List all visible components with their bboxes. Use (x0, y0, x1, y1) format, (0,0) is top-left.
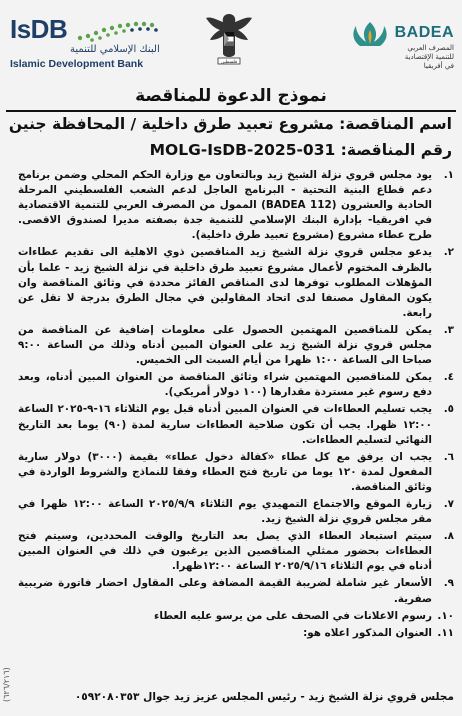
badea-arabic-line-1: المصرف العربي (407, 44, 454, 52)
item-number: ٨. (443, 530, 454, 543)
item-number: ١١. (437, 626, 454, 639)
tender-terms-list (18, 168, 454, 643)
item-number: ٤. (443, 371, 454, 384)
list-item (18, 402, 454, 447)
list-item (18, 450, 454, 495)
isdb-logo-wordmark: IsDB (10, 14, 68, 44)
item-text: رسوم الاعلانات في الصحف على من يرسو عليه العطاء (154, 609, 432, 622)
isdb-logo-english: Islamic Development Bank (10, 58, 144, 70)
item-number: ٧. (443, 497, 454, 510)
tender-number-line (6, 141, 452, 159)
contact-footer: مجلس قروي نزلة الشيخ زيد - رئيس المجلس عزيز زيد جوال ٠٥٩٢٠٨٠٣٥٣ (74, 691, 454, 703)
list-item (18, 497, 454, 527)
title-divider (6, 110, 456, 112)
item-number: ٢. (443, 246, 454, 259)
emblem-caption: فلسطين (220, 60, 238, 65)
item-text: يدعو مجلس قروي نزلة الشيخ زيد المناقصين ذوي الاهلية الى تقديم عطاءات بالظرف المختوم لأعمال مشروع تعبيد طرق داخلية في نزلة الشيخ زيد - علما بأن المؤهلات المطلوب توفرها لدى المناقص الفائز محددة في وثائق المناقصة وان يكون المقاول مصنفا لدى اتحاد المقاولين في مجال الطرق بدرجة لا تقل عن رابعة. (18, 246, 432, 319)
ad-reference-code: (٦٢٦/٢١٦) (2, 667, 11, 702)
item-text: سيتم استبعاد العطاء الذي يصل بعد التاريخ والوقت المحددين، وسيتم فتح العطاءات بحضور ممثلي المناقصين الذين يرغبون في ذلك في العنوان المبين أدناه في يوم الثلاثاء ٢٠٢٥/٩/١٦ الساعة ١٢:٠٠ظهرا. (18, 530, 432, 573)
badea-arabic-line-3: في أفريقيا (423, 62, 454, 70)
list-item (18, 370, 454, 400)
tender-number-label: رقم المناقصة: (340, 141, 452, 159)
page-title: نموذج الدعوة للمناقصة (135, 86, 327, 106)
item-text: العنوان المذكور اعلاه هو: (303, 626, 432, 639)
item-text: زيارة الموقع والاجتماع التمهيدي يوم الثلاثاء ٢٠٢٥/٩/٩ الساعة ١٢:٠٠ ظهرا في مقر مجلس قروي نزلة الشيخ زيد. (18, 497, 432, 526)
item-text: يجب ان يرفق مع كل عطاء «كفالة دخول عطاء» بقيمة (٣٠٠٠) دولار سارية المفعول لمدة ١٢٠ يوما من تاريخ فتح العطاء وفقا للنماذج والشروط الواردة في وثائق المناقصة. (18, 450, 433, 493)
item-text: الأسعار غير شاملة لضريبة القيمة المضافة وعلى المقاول احضار فاتورة ضريبية صفرية. (18, 577, 432, 605)
item-text: يمكن للمناقصين المهتمين شراء وثائق المناقصة من العنوان المبين أدناه، وبعد دفع رسوم غير مستردة مقدارها (١٠٠ دولار أمريكي). (18, 371, 432, 399)
item-number: ٦. (443, 450, 454, 463)
item-number: ٣. (443, 323, 454, 336)
list-item (18, 576, 454, 606)
tender-number-code: MOLG-IsDB-2025-031 (149, 141, 336, 159)
item-number: ١. (443, 169, 454, 181)
badea-logo-arabic (374, 44, 454, 71)
item-number: ٩. (443, 577, 454, 590)
isdb-dot-pattern-icon (76, 18, 160, 44)
list-item (18, 529, 454, 574)
item-text: يمكن للمناقصين المهتمين الحصول على معلومات إضافية عن المناقصة من مجلس قروي نزلة الشيخ زيد على العنوان المبين أدناه وذلك من الساعة ٩:٠٠ صباحا الى الساعة ١:٠٠ ظهرا من أيام السبت الى الخميس. (18, 323, 432, 367)
isdb-logo (10, 14, 160, 74)
badea-arabic-line-2: للتنمية الإقتصادية (404, 53, 454, 61)
tender-name: اسم المناقصة: مشروع تعبيد طرق داخلية / المحافظة جنين (8, 115, 452, 133)
badea-logo-wordmark: BADEA (394, 24, 454, 41)
item-number: ٥. (443, 403, 454, 416)
list-item (18, 609, 454, 624)
item-number: ١٠. (437, 609, 454, 622)
badea-logo (344, 14, 454, 74)
list-item (18, 245, 454, 320)
list-item (18, 168, 454, 243)
list-item (18, 626, 454, 641)
list-item (18, 323, 454, 368)
isdb-logo-arabic: البنك الإسلامي للتنمية (70, 44, 160, 55)
item-text: يجب تسليم العطاءات في العنوان المبين أدناه قبل يوم الثلاثاء ١٦-٩-٢٠٢٥ الساعة ١٢:٠٠ ظهرا. يجب أن تكون صلاحية العطاءات سارية لمدة (٩٠) يوما بعد التاريخ النهائي لتسليم العطاءات. (18, 403, 432, 446)
palestine-eagle-emblem-icon (204, 10, 254, 72)
item-text: يود مجلس قروي نزلة الشيخ زيد وبالتعاون مع وزارة الحكم المحلي وضمن برنامج دعم قطاع البنية التحتية - البرنامج العاجل لدعم الشعب الفلسطيني المرحلة الحادية والعشرون (BADEA 112) الممول من المصرف العربي للتنمية الاقتصادية في افريقيا- بإدارة البنك الإسلامي للتنمية جدة بصفته مديرا لصندوق الاقصى. طرح عطاء مشروع (مشروع تعبيد طرق داخلية). (18, 169, 432, 242)
